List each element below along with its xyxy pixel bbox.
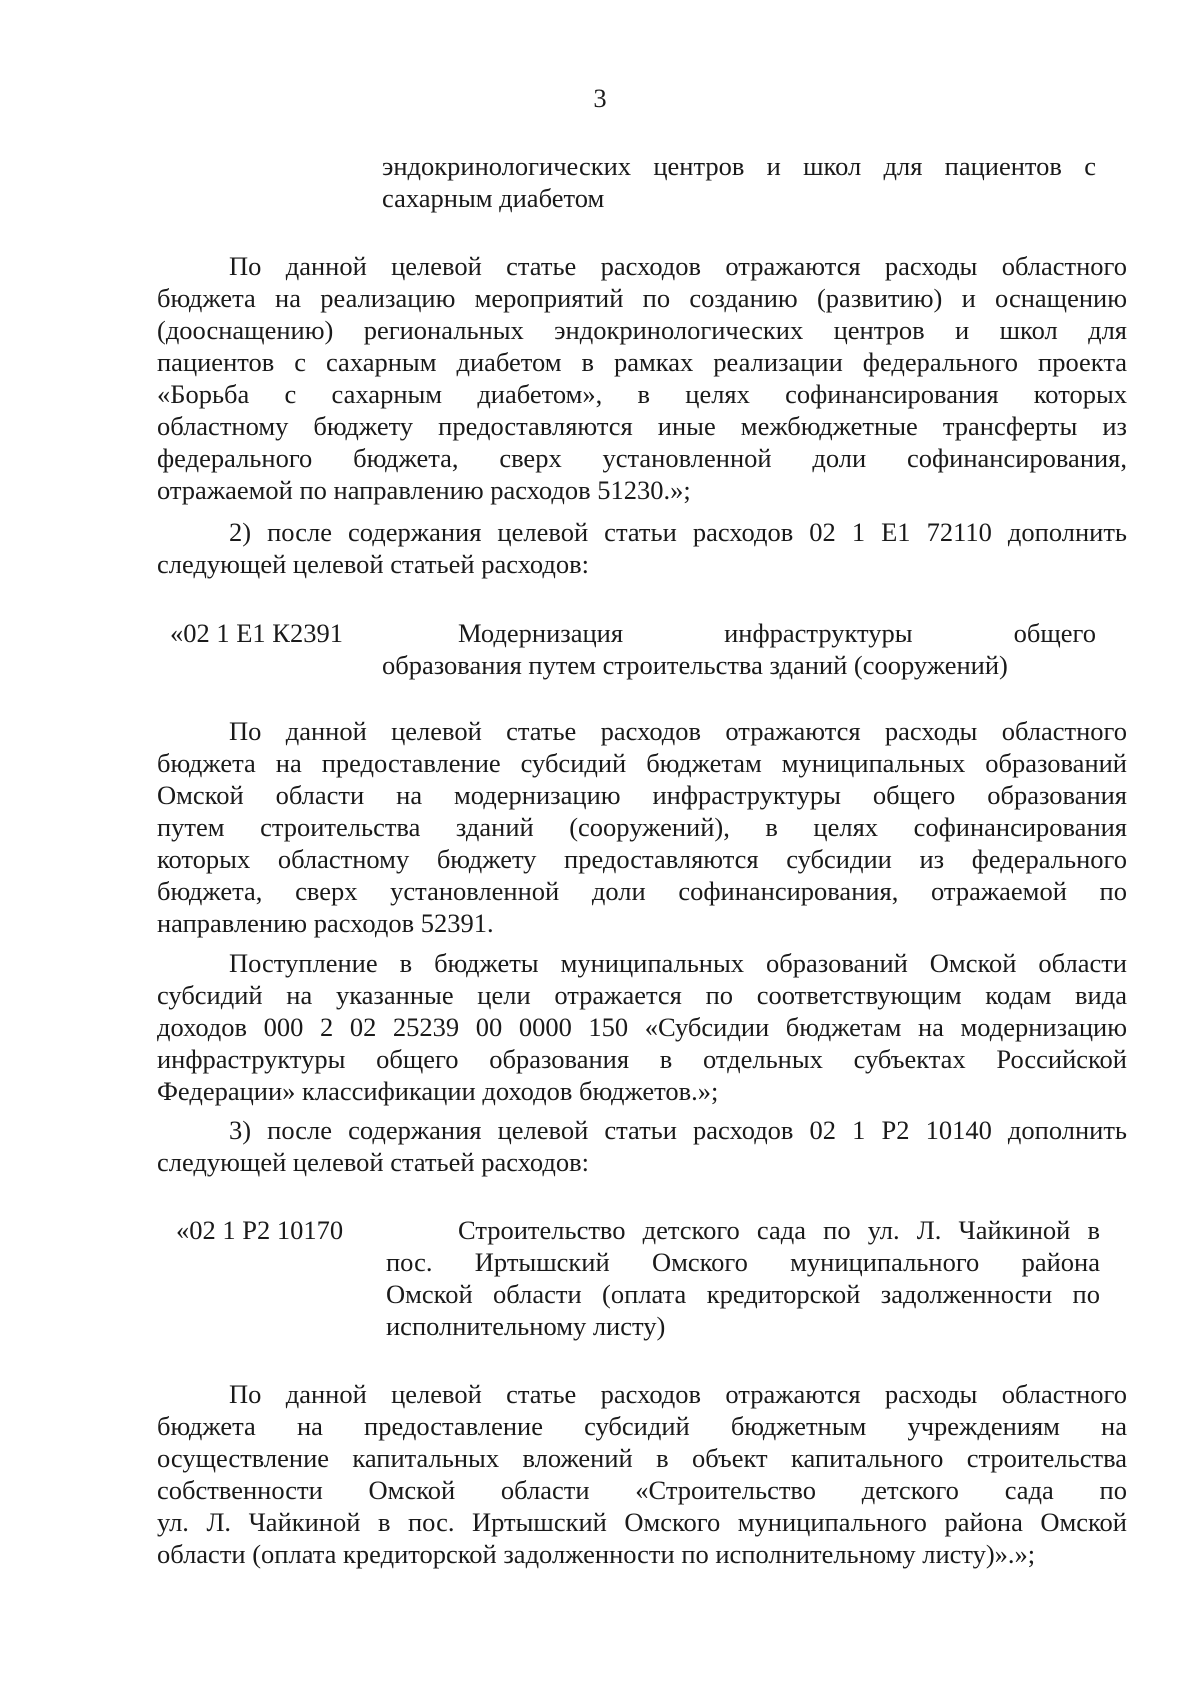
text-line: «Борьба с сахарным диабетом», в целях софинансирования которых <box>157 379 1127 409</box>
text-line: ул. Л. Чайкиной в пос. Иртышский Омского муниципального района Омской <box>157 1507 1127 1537</box>
text-line: осуществление капитальных вложений в объект капитального строительства <box>157 1443 1127 1473</box>
text-line: Модернизация инфраструктуры общего <box>458 618 1096 648</box>
heading-continuation <box>382 150 1096 214</box>
text-line: исполнительному листу) <box>386 1311 666 1341</box>
text-line: 3) после содержания целевой статьи расходов 02 1 Р2 10140 дополнить <box>229 1115 1127 1145</box>
text-line: образования путем строительства зданий (сооружений) <box>382 650 1008 680</box>
paragraph <box>157 947 1127 1107</box>
paragraph <box>157 250 1127 506</box>
text-line: 2) после содержания целевой статьи расходов 02 1 Е1 72110 дополнить <box>229 517 1127 547</box>
target-code: «02 1 Е1 К2391 <box>170 618 343 648</box>
text-line: По данной целевой статье расходов отражаются расходы областного <box>229 251 1127 281</box>
list-item <box>157 1114 1127 1178</box>
text-line: федерального бюджета, сверх установленной доли софинансирования, <box>157 443 1127 473</box>
text-line: субсидий на указанные цели отражается по соответствующим кодам вида <box>157 980 1127 1010</box>
list-item <box>157 516 1127 580</box>
text-line: доходов 000 2 02 25239 00 0000 150 «Субсидии бюджетам на модернизацию <box>157 1012 1127 1042</box>
text-line: области (оплата кредиторской задолженности по исполнительному листу)».»; <box>157 1539 1036 1569</box>
paragraph <box>157 1378 1127 1570</box>
text-line: Поступление в бюджеты муниципальных образований Омской области <box>229 948 1127 978</box>
text-line: областному бюджету предоставляются иные межбюджетные трансферты из <box>157 411 1127 441</box>
text-line: которых областному бюджету предоставляются субсидии из федерального <box>157 844 1127 874</box>
text-line: бюджета на реализацию мероприятий по созданию (развитию) и оснащению <box>157 283 1127 313</box>
paragraph <box>157 715 1127 939</box>
text-line: эндокринологических центров и школ для пациентов с <box>382 151 1096 181</box>
text-line: следующей целевой статьей расходов: <box>157 1147 589 1177</box>
text-line: сахарным диабетом <box>382 183 605 213</box>
text-line: (дооснащению) региональных эндокринологических центров и школ для <box>157 315 1127 345</box>
text-line: По данной целевой статье расходов отражаются расходы областного <box>229 716 1127 746</box>
text-line: бюджета на предоставление субсидий бюджетам муниципальных образований <box>157 748 1127 778</box>
text-line: бюджета, сверх установленной доли софинансирования, отражаемой по <box>157 876 1127 906</box>
page-number: 3 <box>593 83 607 113</box>
target-title <box>382 617 1096 681</box>
text-line: следующей целевой статьей расходов: <box>157 549 589 579</box>
text-line: Омской области на модернизацию инфраструктуры общего образования <box>157 780 1127 810</box>
text-line: По данной целевой статье расходов отражаются расходы областного <box>229 1379 1127 1409</box>
text-line: Федерации» классификации доходов бюджетов.»; <box>157 1076 719 1106</box>
text-line: пациентов с сахарным диабетом в рамках реализации федерального проекта <box>157 347 1127 377</box>
text-line: направлению расходов 52391. <box>157 908 494 938</box>
text-line: путем строительства зданий (сооружений), в целях софинансирования <box>157 812 1127 842</box>
text-line: Строительство детского сада по ул. Л. Чайкиной в <box>458 1215 1100 1245</box>
target-title <box>386 1214 1100 1342</box>
text-line: бюджета на предоставление субсидий бюджетным учреждениям на <box>157 1411 1127 1441</box>
target-code: «02 1 Р2 10170 <box>176 1215 344 1245</box>
text-line: пос. Иртышский Омского муниципального района <box>386 1247 1100 1277</box>
text-line: Омской области (оплата кредиторской задолженности по <box>386 1279 1100 1309</box>
text-line: собственности Омской области «Строительство детского сада по <box>157 1475 1127 1505</box>
text-line: отражаемой по направлению расходов 51230.»; <box>157 475 691 505</box>
text-line: инфраструктуры общего образования в отдельных субъектах Российской <box>157 1044 1127 1074</box>
